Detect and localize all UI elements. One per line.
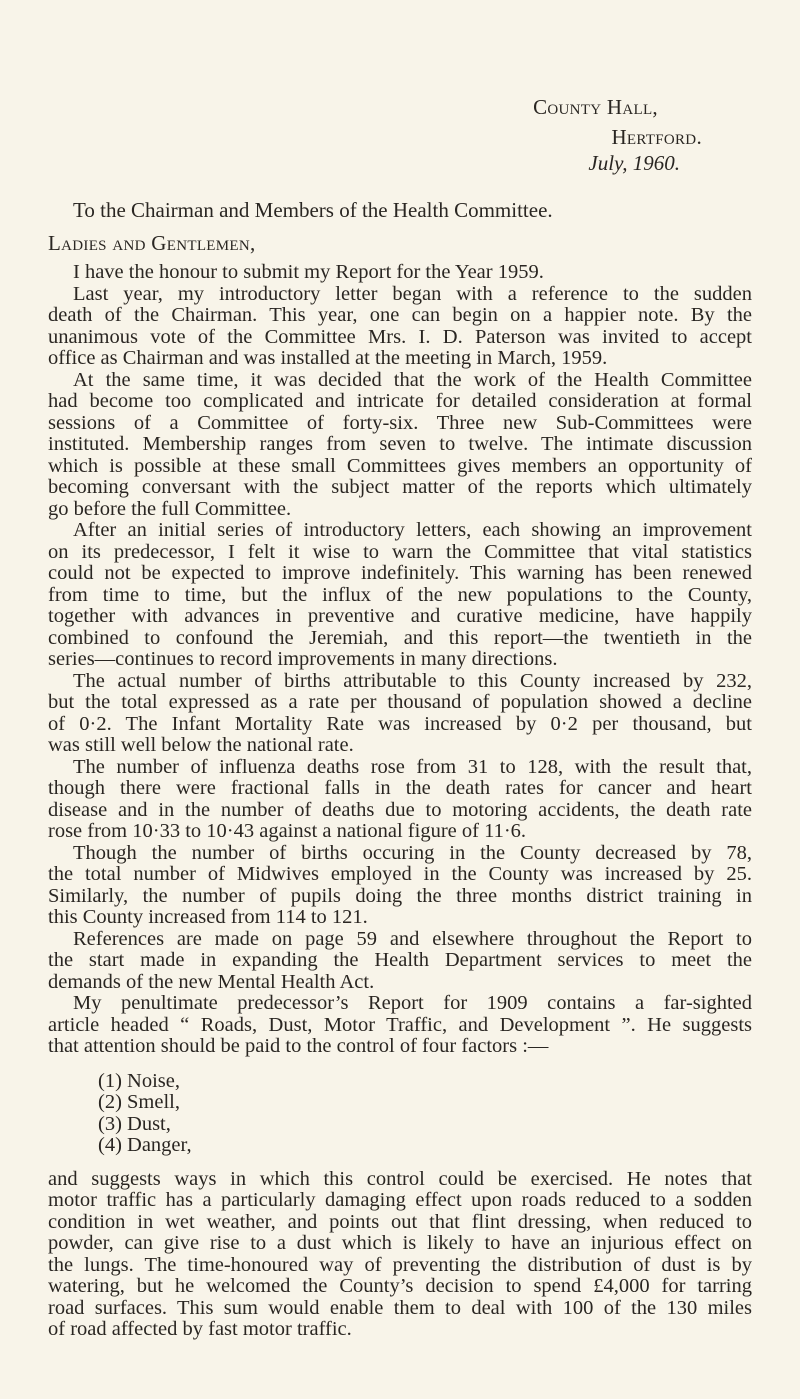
paragraph [48,929,752,994]
text-line: office as Chairman and was installed at the meeting in March, 1959. [48,347,608,369]
text-line: sessions of a Committee of forty-six. Three new Sub-Committees were [48,411,752,434]
text-line: The actual number of births attributable to this County increased by 232, [73,669,752,692]
text-line: the start made in expanding the Health Department services to meet the [48,949,752,971]
text-line: and suggests ways in which this control could be exercised. He notes that [48,1167,752,1190]
text-line: disease and in the number of deaths due to motoring accidents, the death rate [48,798,752,821]
text-line: though there were fractional falls in the death rates for cancer and heart [48,777,752,799]
text-line: demands of the new Mental Health Act. [48,970,375,993]
text-line: My penultimate predecessor’s Report for 1909 contains a far-sighted [73,992,752,1014]
text-line: of 0·2. The Infant Mortality Rate was increased by 0·2 per thousand, but [48,712,752,735]
text-line: the total number of Midwives employed in the County was increased by 25. [48,863,752,885]
text-line: powder, can give rise to a dust which is likely to have an injurious effect on [48,1232,752,1254]
text-line: At the same time, it was decided that the work of the Health Committee [73,368,752,391]
text-line: was still well below the national rate. [48,734,354,756]
factors-list [48,1071,752,1157]
text-line: on its predecessor, I felt it wise to warn the Committee that vital statistics [48,540,752,563]
paragraph [48,262,752,284]
text-line: Last year, my introductory letter began with a reference to the sudden [73,282,752,305]
text-line: watering, but he welcomed the County’s decision to spend £4,000 for tarring [48,1275,752,1297]
paragraph [48,1169,752,1341]
text-line: becoming conversant with the subject matter of the reports which ultimately [48,476,752,498]
list-item: (1) Noise, [98,1069,180,1092]
text-line: road surfaces. This sum would enable them to deal with 100 of the 130 miles [48,1296,752,1319]
paragraph [48,993,752,1058]
text-line: could not be expected to improve indefinitely. This warning has been renewed [48,562,752,584]
list-item: (3) Dust, [98,1112,171,1135]
text-line: death of the Chairman. This year, one can begin on a happier note. By the [48,304,752,326]
letter-body [48,262,752,1341]
paragraph [48,671,752,757]
text-line: had become too complicated and intricate for detailed consideration at formal [48,390,752,412]
text-line: but the total expressed as a rate per thousand of population showed a decline [48,691,752,713]
text-line: article headed “ Roads, Dust, Motor Traffic, and Development ”. He suggests [48,1013,752,1036]
paragraph [48,757,752,843]
text-line: series—continues to record improvements in many directions. [48,648,558,670]
text-line: combined to confound the Jeremiah, and this report—the twentieth in the [48,626,752,649]
text-line: the lungs. The time-honoured way of preventing the distribution of dust is by [48,1253,752,1276]
text-line: that attention should be paid to the control of four factors :— [48,1035,549,1057]
text-line: After an initial series of introductory letters, each showing an improvement [73,519,752,541]
letter-date: July, 1960. [588,151,680,175]
greeting: Ladies and Gentlemen, [48,231,256,255]
text-line: The number of influenza deaths rose from 31 to 128, with the result that, [73,755,752,778]
text-line: I have the honour to submit my Report for the Year 1959. [73,261,544,283]
paragraph [48,520,752,671]
text-line: condition in wet weather, and points out that flint dressing, when reduced to [48,1210,752,1233]
address-line-2: Hertford. [611,125,702,149]
paragraph [48,284,752,370]
text-line: Similarly, the number of pupils doing the three months district training in [48,884,752,907]
text-line: References are made on page 59 and elsewhere throughout the Report to [73,927,752,950]
text-line: motor traffic has a particularly damaging effect upon roads reduced to a sodden [48,1189,752,1211]
text-line: this County increased from 114 to 121. [48,906,368,928]
list-item: (4) Danger, [98,1134,192,1156]
paragraph [48,843,752,929]
text-line: instituted. Membership ranges from seven to twelve. The intimate discussion [48,433,752,455]
salutation: To the Chairman and Members of the Health Committee. [73,198,553,222]
text-line: together with advances in preventive and curative medicine, have happily [48,605,752,627]
address-line-1: County Hall, [533,95,658,119]
text-line: unanimous vote of the Committee Mrs. I. D. Paterson was invited to accept [48,325,752,348]
text-line: go before the full Committee. [48,497,292,520]
text-line: of road affected by fast motor traffic. [48,1318,352,1340]
text-line: which is possible at these small Committees gives members an opportunity of [48,454,752,477]
text-line: rose from 10·33 to 10·43 against a national figure of 11·6. [48,820,527,842]
paragraph [48,370,752,521]
text-line: Though the number of births occuring in the County decreased by 78, [73,841,752,864]
text-line: from time to time, but the influx of the new populations to the County, [48,583,752,606]
list-item: (2) Smell, [98,1091,180,1113]
